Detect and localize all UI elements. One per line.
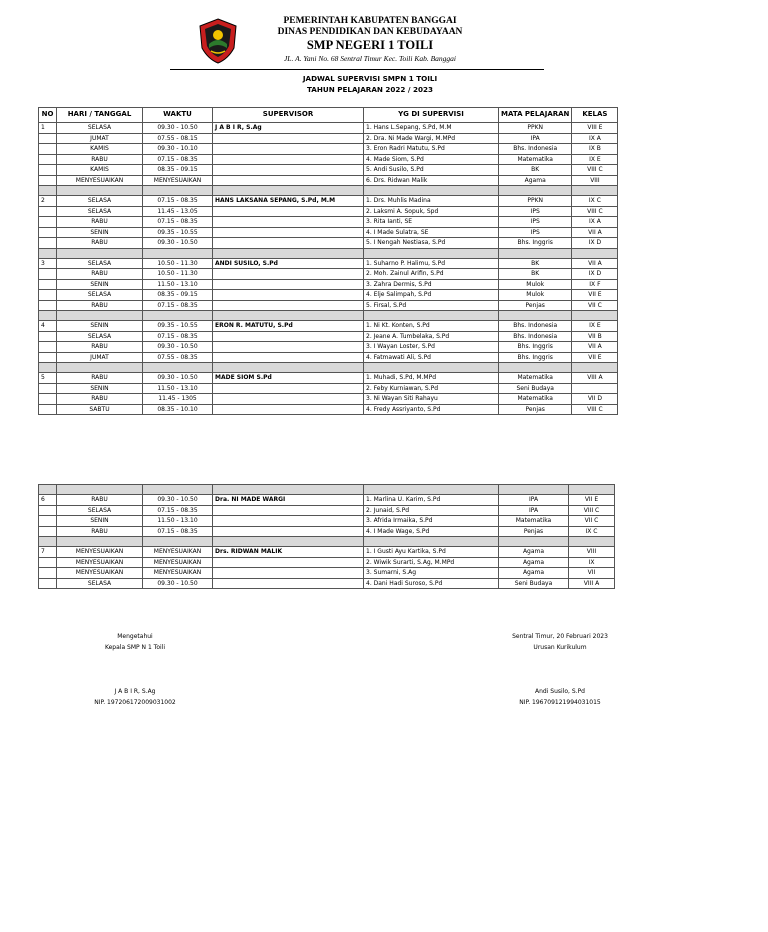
cell-day: MENYESUAIKAN	[57, 175, 143, 186]
cell-subject: Penjas	[499, 300, 572, 311]
table-row	[39, 258, 618, 269]
cell-time: 11.50 - 13.10	[143, 516, 213, 527]
group-separator-row	[39, 248, 618, 258]
table-row	[39, 331, 618, 342]
cell-supervisee: 1. Muhadi, S.Pd, M.MPd	[364, 373, 499, 384]
cell-supervisor	[213, 217, 364, 228]
cell-supervisor	[213, 578, 364, 589]
cell-no	[39, 404, 57, 415]
cell-subject: Agama	[499, 557, 569, 568]
cell-no	[39, 557, 57, 568]
cell-no	[39, 227, 57, 238]
cell-supervisee: 2. Junaid, S.Pd	[364, 505, 499, 516]
cell-supervisor	[213, 154, 364, 165]
sig-left-acknowledged: Mengetahui	[117, 633, 153, 640]
table-row	[39, 175, 618, 186]
table-row	[39, 269, 618, 280]
table-row	[39, 383, 618, 394]
cell-day: SELASA	[57, 331, 143, 342]
cell-subject: Agama	[499, 547, 569, 558]
cell-supervisee: 5. Andi Susilo, S.Pd	[364, 165, 499, 176]
cell-day: SENIN	[57, 227, 143, 238]
cell-time: MENYESUAIKAN	[143, 175, 213, 186]
cell-supervisor	[213, 279, 364, 290]
table-row	[39, 578, 615, 589]
cell-subject: BK	[499, 269, 572, 280]
cell-day: MENYESUAIKAN	[57, 568, 143, 579]
cell-time: 11.50 - 13.10	[143, 383, 213, 394]
cell-supervisee: 1. Ni Kt. Konten, S.Pd	[364, 321, 499, 332]
cell-time: MENYESUAIKAN	[143, 568, 213, 579]
table-row	[39, 505, 615, 516]
cell-supervisor	[213, 300, 364, 311]
cell-subject: Mulok	[499, 290, 572, 301]
cell-subject: Seni Budaya	[499, 383, 572, 394]
cell-class: VIII C	[569, 505, 615, 516]
cell-supervisor	[213, 526, 364, 537]
sig-right-nip: NIP. 196709121994031015	[519, 699, 601, 706]
cell-supervisee: 3. Zahra Dermis, S.Pd	[364, 279, 499, 290]
cell-day: RABU	[57, 269, 143, 280]
group-separator-row	[39, 186, 618, 196]
cell-supervisor: HANS LAKSANA SEPANG, S.Pd, M.M	[213, 196, 364, 207]
cell-subject: Bhs. Indonesia	[499, 321, 572, 332]
cell-day: JUMAT	[57, 352, 143, 363]
cell-class: IX C	[569, 526, 615, 537]
cell-supervisee: 3. Afrida Irmaika, S.Pd	[364, 516, 499, 527]
cell-supervisor	[213, 383, 364, 394]
cell-no	[39, 352, 57, 363]
cell-no	[39, 300, 57, 311]
table-row	[39, 144, 618, 155]
cell-time: 07.15 - 08.35	[143, 526, 213, 537]
table-row	[39, 557, 615, 568]
cell-supervisee: 1. Drs. Muhlis Madina	[364, 196, 499, 207]
cell-no	[39, 175, 57, 186]
cell-no	[39, 342, 57, 353]
cell-day: RABU	[57, 154, 143, 165]
cell-supervisor: Dra. NI MADE WARGI	[213, 495, 364, 506]
cell-no	[39, 568, 57, 579]
cell-day: SELASA	[57, 505, 143, 516]
cell-class: VII E	[572, 352, 618, 363]
cell-supervisee: 4. Dani Hadi Suroso, S.Pd	[364, 578, 499, 589]
sig-left-position: Kepala SMP N 1 Toili	[104, 644, 165, 651]
cell-no	[39, 526, 57, 537]
cell-time: 11.45 - 1305	[143, 394, 213, 405]
col-header-day: HARI / TANGGAL	[57, 108, 143, 123]
cell-class: VIII A	[569, 578, 615, 589]
schedule-body-1	[39, 123, 618, 415]
table-row	[39, 516, 615, 527]
cell-subject: Seni Budaya	[499, 578, 569, 589]
cell-day: RABU	[57, 526, 143, 537]
cell-time: MENYESUAIKAN	[143, 547, 213, 558]
table-row	[39, 373, 618, 384]
letterhead	[250, 16, 490, 64]
sig-left-nip: NIP. 197206172009031002	[94, 699, 176, 706]
table-row	[39, 206, 618, 217]
cell-subject: PPKN	[499, 123, 572, 134]
cell-subject: IPA	[499, 495, 569, 506]
cell-subject: Bhs. Inggris	[499, 238, 572, 249]
cell-day: RABU	[57, 238, 143, 249]
cell-class: VIII C	[572, 404, 618, 415]
cell-supervisee: 3. Eron Radri Matutu, S.Pd	[364, 144, 499, 155]
cell-subject: Mulok	[499, 279, 572, 290]
cell-subject: Matematika	[499, 516, 569, 527]
cell-supervisor	[213, 175, 364, 186]
cell-class: IX F	[572, 279, 618, 290]
cell-subject: BK	[499, 165, 572, 176]
cell-supervisor: J A B I R, S.Ag	[213, 123, 364, 134]
cell-no	[39, 383, 57, 394]
cell-supervisee: 1. I Gusti Ayu Kartika, S.Pd	[364, 547, 499, 558]
cell-day: KAMIS	[57, 144, 143, 155]
cell-supervisor	[213, 394, 364, 405]
schedule-table-2	[38, 484, 615, 589]
col-header-supervisee: YG DI SUPERVISI	[364, 108, 499, 123]
cell-class: IX E	[572, 154, 618, 165]
cell-no: 5	[39, 373, 57, 384]
group-separator-row	[39, 537, 615, 547]
cell-supervisor: ERON R. MATUTU, S.Pd	[213, 321, 364, 332]
cell-supervisor	[213, 290, 364, 301]
cell-time: 08.35 - 09.15	[143, 290, 213, 301]
cell-day: RABU	[57, 342, 143, 353]
cell-class: VII E	[569, 495, 615, 506]
table-header-row	[39, 108, 618, 123]
schedule-table-1	[38, 107, 618, 415]
letterhead-government: PEMERINTAH KABUPATEN BANGGAI	[283, 16, 457, 26]
cell-class: IX A	[572, 217, 618, 228]
cell-time: MENYESUAIKAN	[143, 557, 213, 568]
group-separator-row	[39, 363, 618, 373]
cell-time: 09.35 - 10.55	[143, 321, 213, 332]
cell-subject: Penjas	[499, 404, 572, 415]
cell-class: VII A	[572, 342, 618, 353]
cell-class: VIII E	[572, 123, 618, 134]
table-row	[39, 238, 618, 249]
cell-subject: Matematika	[499, 373, 572, 384]
cell-no: 3	[39, 258, 57, 269]
cell-time: 09.35 - 10.55	[143, 227, 213, 238]
table-row	[39, 290, 618, 301]
cell-class: VII D	[572, 394, 618, 405]
cell-subject: IPS	[499, 227, 572, 238]
sig-left-name: J A B I R, S.Ag	[114, 688, 156, 695]
cell-no: 2	[39, 196, 57, 207]
regency-emblem-logo	[198, 18, 238, 64]
cell-supervisee: 4. Made Siom, S.Pd	[364, 154, 499, 165]
letterhead-address: JL. A. Yani No. 68 Sentral Timur Kec. Toili Kab. Banggai	[283, 54, 457, 63]
cell-no	[39, 578, 57, 589]
cell-time: 09.30 - 10.50	[143, 238, 213, 249]
cell-supervisor	[213, 342, 364, 353]
cell-subject: IPS	[499, 217, 572, 228]
cell-supervisor	[213, 331, 364, 342]
cell-supervisee: 2. Dra. Ni Made Wargi, M.MPd	[364, 133, 499, 144]
col-header-class: KELAS	[572, 108, 618, 123]
cell-class: VII C	[572, 300, 618, 311]
cell-time: 07.15 - 08.35	[143, 217, 213, 228]
cell-no: 1	[39, 123, 57, 134]
cell-time: 09.30 - 10.50	[143, 123, 213, 134]
cell-class: VIII A	[572, 373, 618, 384]
cell-subject: Agama	[499, 175, 572, 186]
schedule-body-2	[39, 485, 615, 589]
cell-time: 07.55 - 08.15	[143, 133, 213, 144]
cell-day: SENIN	[57, 383, 143, 394]
table-row	[39, 352, 618, 363]
table-row	[39, 279, 618, 290]
title-line-2: TAHUN PELAJARAN 2022 / 2023	[306, 85, 434, 94]
cell-supervisee: 3. Rita Ianti, SE	[364, 217, 499, 228]
cell-class: VII B	[572, 331, 618, 342]
cell-day: RABU	[57, 373, 143, 384]
cell-class: VII C	[569, 516, 615, 527]
sig-right-position: Urusan Kurikulum	[533, 644, 587, 651]
cell-time: 11.45 - 13.05	[143, 206, 213, 217]
cell-no: 7	[39, 547, 57, 558]
cell-time: 10.50 - 11.30	[143, 269, 213, 280]
table-row	[39, 342, 618, 353]
table-row	[39, 547, 615, 558]
cell-no	[39, 269, 57, 280]
letterhead-department: DINAS PENDIDIKAN DAN KEBUDAYAAN	[277, 27, 463, 37]
cell-supervisee: 2. Jeane A. Tumbelaka, S.Pd	[364, 331, 499, 342]
cell-day: SENIN	[57, 279, 143, 290]
table-row	[39, 568, 615, 579]
cell-no: 6	[39, 495, 57, 506]
title-line-1: JADWAL SUPERVISI SMPN 1 TOILI	[302, 74, 438, 83]
table-row	[39, 227, 618, 238]
cell-no	[39, 394, 57, 405]
cell-supervisee: 1. Marlina U. Karim, S.Pd	[364, 495, 499, 506]
cell-class: IX A	[572, 133, 618, 144]
cell-supervisor	[213, 516, 364, 527]
cell-supervisor	[213, 505, 364, 516]
cell-time: 07.15 - 08.35	[143, 300, 213, 311]
col-header-subject: MATA PELAJARAN	[499, 108, 572, 123]
cell-subject: PPKN	[499, 196, 572, 207]
cell-day: JUMAT	[57, 133, 143, 144]
cell-supervisor: ANDI SUSILO, S.Pd	[213, 258, 364, 269]
cell-time: 09.30 - 10.50	[143, 373, 213, 384]
table-spacer-row	[39, 485, 615, 495]
cell-subject: Penjas	[499, 526, 569, 537]
cell-no	[39, 331, 57, 342]
cell-no	[39, 144, 57, 155]
cell-no	[39, 206, 57, 217]
cell-time: 07.15 - 08.35	[143, 331, 213, 342]
cell-day: KAMIS	[57, 165, 143, 176]
cell-supervisee: 3. Sumarni, S.Ag	[364, 568, 499, 579]
cell-supervisee: 5. I Nengah Nestiasa, S.Pd	[364, 238, 499, 249]
table-row	[39, 404, 618, 415]
signature-left	[60, 631, 210, 708]
cell-class: IX B	[572, 144, 618, 155]
cell-supervisee: 2. Laksmi A. Sopuk, Spd	[364, 206, 499, 217]
cell-class	[572, 383, 618, 394]
signature-right	[480, 631, 640, 708]
cell-subject: IPA	[499, 133, 572, 144]
cell-time: 09.30 - 10.50	[143, 342, 213, 353]
cell-supervisee: 4. Fatmawati Ali, S.Pd	[364, 352, 499, 363]
col-header-supervisor: SUPERVISOR	[213, 108, 364, 123]
table-row	[39, 165, 618, 176]
cell-class: VII A	[572, 258, 618, 269]
cell-supervisee: 4. I Made Sulatra, SE	[364, 227, 499, 238]
table-row	[39, 495, 615, 506]
table-row	[39, 133, 618, 144]
cell-no	[39, 238, 57, 249]
cell-time: 07.15 - 08.35	[143, 196, 213, 207]
cell-supervisee: 3. Ni Wayan Siti Rahayu	[364, 394, 499, 405]
cell-no	[39, 154, 57, 165]
cell-no: 4	[39, 321, 57, 332]
cell-supervisee: 3. I Wayan Loster, S.Pd	[364, 342, 499, 353]
cell-supervisee: 1. Suharno P. Halimu, S.Pd	[364, 258, 499, 269]
cell-day: RABU	[57, 394, 143, 405]
table-row	[39, 394, 618, 405]
cell-subject: Matematika	[499, 154, 572, 165]
cell-no	[39, 217, 57, 228]
table-row	[39, 300, 618, 311]
cell-class: VII E	[572, 290, 618, 301]
cell-supervisee: 5. Firsal, S.Pd	[364, 300, 499, 311]
cell-class: IX	[569, 557, 615, 568]
cell-supervisor	[213, 133, 364, 144]
sig-right-name: Andi Susilo, S.Pd	[535, 688, 585, 695]
cell-supervisee: 2. Moh. Zainul Arifin, S.Pd	[364, 269, 499, 280]
cell-supervisee: 4. Fredy Assriyanto, S.Pd	[364, 404, 499, 415]
cell-class: IX C	[572, 196, 618, 207]
cell-no	[39, 165, 57, 176]
cell-time: 09.30 - 10.50	[143, 495, 213, 506]
cell-time: 11.50 - 13.10	[143, 279, 213, 290]
cell-subject: Bhs. Indonesia	[499, 144, 572, 155]
cell-time: 10.50 - 11.30	[143, 258, 213, 269]
cell-supervisor	[213, 404, 364, 415]
cell-day: RABU	[57, 495, 143, 506]
cell-day: SELASA	[57, 123, 143, 134]
letterhead-rule	[170, 69, 544, 70]
table-row	[39, 154, 618, 165]
cell-subject: Bhs. Inggris	[499, 352, 572, 363]
cell-supervisor	[213, 144, 364, 155]
cell-day: MENYESUAIKAN	[57, 557, 143, 568]
cell-supervisee: 4. I Made Wage, S.Pd	[364, 526, 499, 537]
cell-supervisee: 6. Drs. Ridwan Malik	[364, 175, 499, 186]
table-row	[39, 321, 618, 332]
cell-supervisor	[213, 238, 364, 249]
cell-supervisee: 2. Wiwik Surarti, S.Ag, M.MPd	[364, 557, 499, 568]
cell-time: 08.35 - 09.15	[143, 165, 213, 176]
cell-time: 08.35 - 10.10	[143, 404, 213, 415]
col-header-no: NO	[39, 108, 57, 123]
cell-supervisee: 4. Elje Salimpah, S.Pd	[364, 290, 499, 301]
cell-supervisor	[213, 557, 364, 568]
cell-class: VIII C	[572, 206, 618, 217]
cell-no	[39, 505, 57, 516]
table-row	[39, 526, 615, 537]
cell-supervisor	[213, 352, 364, 363]
cell-class: IX D	[572, 238, 618, 249]
cell-class: VIII C	[572, 165, 618, 176]
cell-no	[39, 133, 57, 144]
table-row	[39, 217, 618, 228]
cell-class: VII A	[572, 227, 618, 238]
cell-day: RABU	[57, 217, 143, 228]
cell-time: 07.15 - 08.35	[143, 505, 213, 516]
sig-right-place-date: Sentral Timur, 20 Februari 2023	[512, 633, 608, 640]
cell-subject: IPS	[499, 206, 572, 217]
cell-supervisor	[213, 206, 364, 217]
cell-supervisee: 2. Feby Kurniawan, S.Pd	[364, 383, 499, 394]
cell-class: VIII	[572, 175, 618, 186]
cell-day: SELASA	[57, 578, 143, 589]
cell-supervisor: MADE SIOM S.Pd	[213, 373, 364, 384]
cell-no	[39, 279, 57, 290]
cell-class: IX D	[572, 269, 618, 280]
cell-day: MENYESUAIKAN	[57, 547, 143, 558]
cell-time: 07.55 - 08.35	[143, 352, 213, 363]
cell-day: SELASA	[57, 196, 143, 207]
group-separator-row	[39, 311, 618, 321]
table-row	[39, 196, 618, 207]
cell-supervisor	[213, 269, 364, 280]
cell-subject: BK	[499, 258, 572, 269]
cell-subject: Bhs. Indonesia	[499, 331, 572, 342]
cell-time: 07.15 - 08.35	[143, 154, 213, 165]
letterhead-school-name: SMP NEGERI 1 TOILI	[306, 38, 434, 52]
cell-day: SELASA	[57, 206, 143, 217]
cell-subject: IPA	[499, 505, 569, 516]
cell-time: 09.30 - 10.50	[143, 578, 213, 589]
cell-day: SENIN	[57, 321, 143, 332]
cell-day: RABU	[57, 300, 143, 311]
cell-supervisee: 1. Hans L.Sepang, S.Pd, M.M	[364, 123, 499, 134]
cell-day: SELASA	[57, 258, 143, 269]
cell-class: VII	[569, 568, 615, 579]
cell-time: 09.30 - 10.10	[143, 144, 213, 155]
cell-class: VIII	[569, 547, 615, 558]
cell-day: SENIN	[57, 516, 143, 527]
cell-subject: Agama	[499, 568, 569, 579]
cell-supervisor	[213, 165, 364, 176]
cell-day: SABTU	[57, 404, 143, 415]
cell-no	[39, 516, 57, 527]
col-header-time: WAKTU	[143, 108, 213, 123]
table-row	[39, 123, 618, 134]
document-title	[270, 73, 470, 95]
cell-supervisor	[213, 227, 364, 238]
cell-subject: Bhs. Inggris	[499, 342, 572, 353]
cell-supervisor: Drs. RIDWAN MALIK	[213, 547, 364, 558]
cell-class: IX E	[572, 321, 618, 332]
cell-supervisor	[213, 568, 364, 579]
cell-subject: Matematika	[499, 394, 572, 405]
cell-no	[39, 290, 57, 301]
cell-day: SELASA	[57, 290, 143, 301]
